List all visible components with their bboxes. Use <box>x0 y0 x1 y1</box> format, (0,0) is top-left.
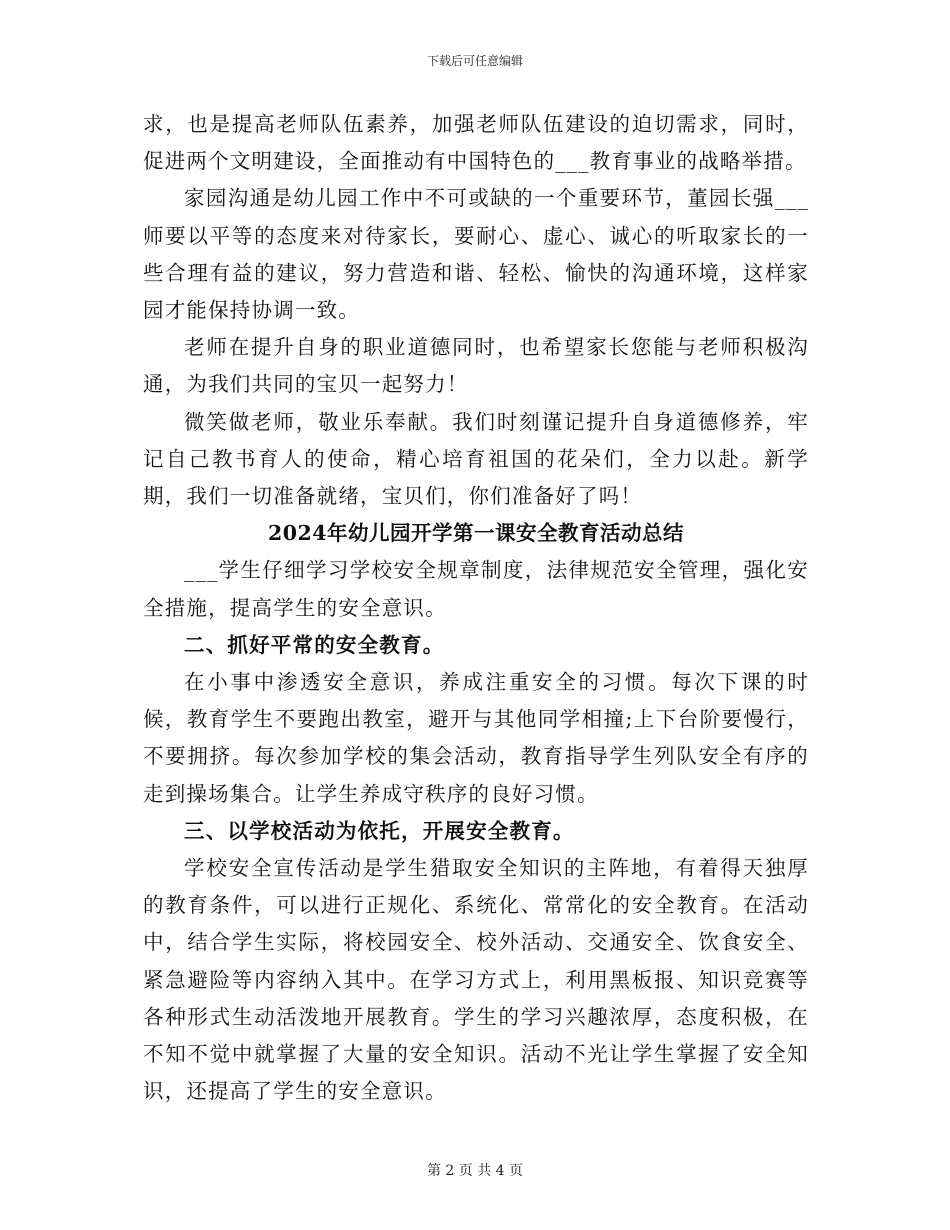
document-body <box>143 106 809 1110</box>
heading-school-activities: 三、以学校活动为依托，开展安全教育。 <box>184 818 575 843</box>
heading-daily-safety: 二、抓好平常的安全教育。 <box>184 632 445 657</box>
paragraph-daily-safety: 在小事中渗透安全意识，养成注重安全的习惯。每次下课的时候，教育学生不要跑出教室，避开与其他同学相撞;上下台阶要慢行，不要拥挤。每次参加学校的集会活动，教育指导学生列队安全有序的走到操场集合。让学生养成守秩序的良好习惯。 <box>143 670 809 806</box>
paragraph-continuation: 求，也是提高老师队伍素养，加强老师队伍建设的迫切需求，同时，促进两个文明建设，全面推动有中国特色的___教育事业的战略举措。 <box>143 112 809 174</box>
paragraph-safety-rules: ___学生仔细学习学校安全规章制度，法律规范安全管理，强化安全措施，提高学生的安全意识。 <box>143 558 809 620</box>
paragraph-teacher-ethics: 老师在提升自身的职业道德同时，也希望家长您能与老师积极沟通，为我们共同的宝贝一起努力！ <box>143 335 809 397</box>
section-title: 2024年幼儿园开学第一课安全教育活动总结 <box>267 521 685 546</box>
page-header: 下载后可任意编辑 <box>426 54 523 68</box>
paragraph-smile-teacher: 微笑做老师，敬业乐奉献。我们时刻谨记提升自身道德修养，牢记自己教书育人的使命，精心培育祖国的花朵们，全力以赴。新学期，我们一切准备就绪，宝贝们，你们准备好了吗！ <box>143 409 809 509</box>
page-footer: 第 2 页 共 4 页 <box>426 1163 524 1179</box>
paragraph-home-school-communication: 家园沟通是幼儿园工作中不可或缺的一个重要环节，董园长强___师要以平等的态度来对待家长，要耐心、虚心、诚心的听取家长的一些合理有益的建议，努力营造和谐、轻松、愉快的沟通环境，这样家园才能保持协调一致。 <box>143 186 809 323</box>
paragraph-school-activities: 学校安全宣传活动是学生猎取安全知识的主阵地，有着得天独厚的教育条件，可以进行正规化、系统化、常常化的安全教育。在活动中，结合学生实际，将校园安全、校外活动、交通安全、饮食安全、紧急避险等内容纳入其中。在学习方式上，利用黑板报、知识竞赛等各种形式生动活泼地开展教育。学生的学习兴趣浓厚，态度积极，在不知不觉中就掌握了大量的安全知识。活动不光让学生掌握了安全知识，还提高了学生的安全意识。 <box>143 856 809 1104</box>
